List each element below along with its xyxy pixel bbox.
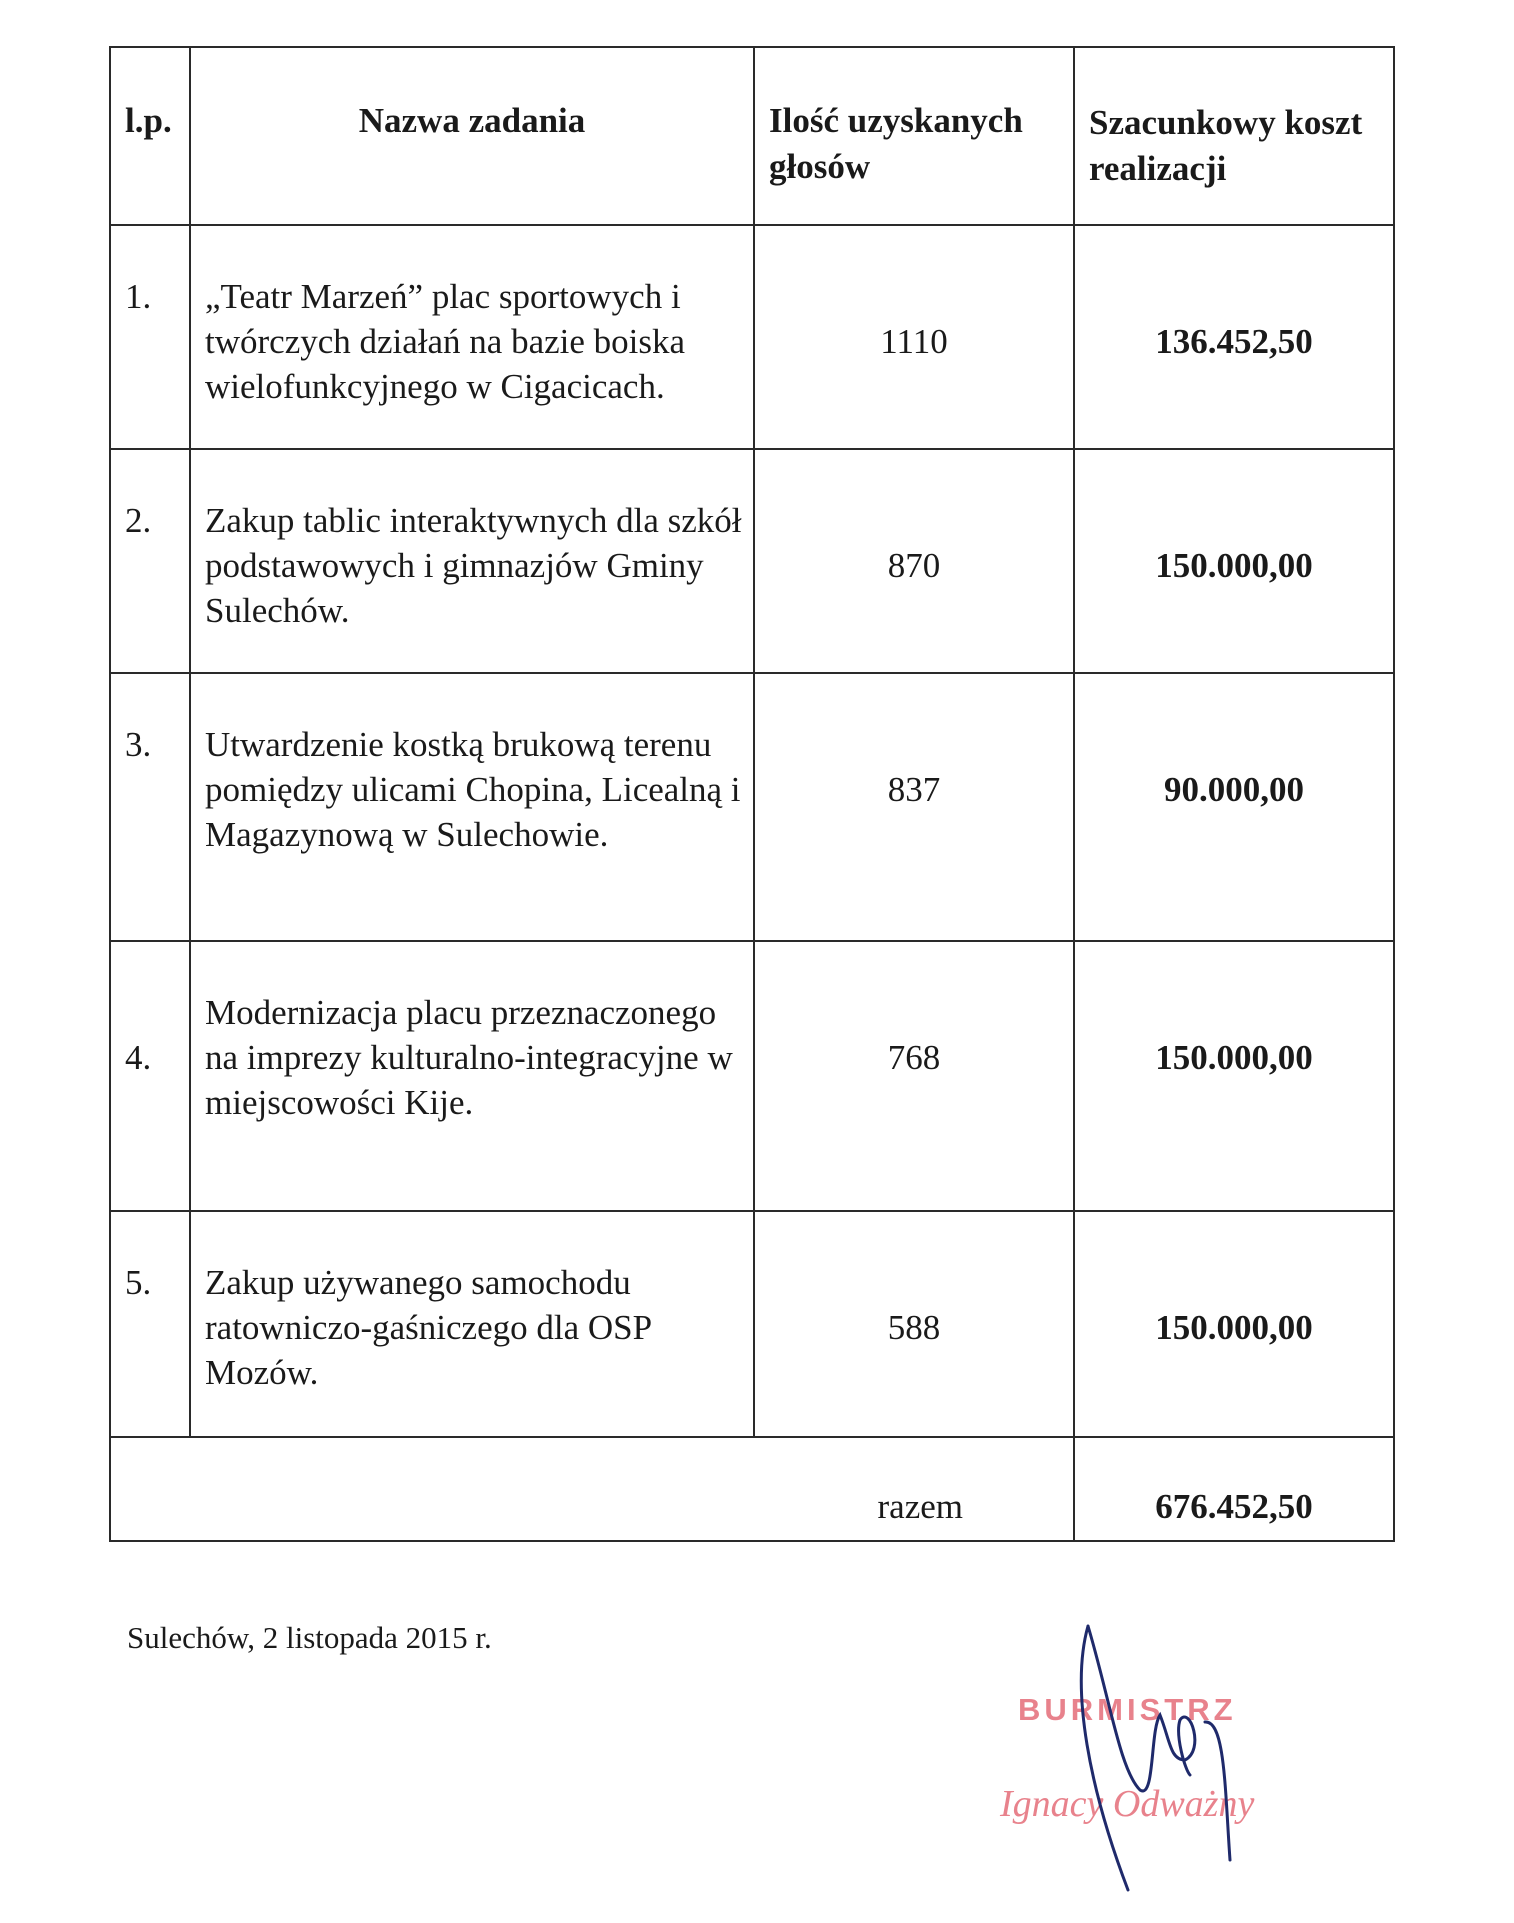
task-name: Utwardzenie kostką brukową terenu pomiędzy ulicami Chopina, Licealną i Magazynową w Sulechowie. <box>190 673 754 941</box>
table-header-row <box>110 47 1394 225</box>
voting-results-table <box>109 46 1395 1542</box>
total-cost: 676.452,50 <box>1074 1437 1394 1541</box>
header-votes: Ilość uzyskanych głosów <box>754 47 1074 225</box>
total-label: razem <box>110 1437 1074 1541</box>
vote-count: 870 <box>754 449 1074 673</box>
vote-count: 1110 <box>754 225 1074 449</box>
task-name: Zakup tablic interaktywnych dla szkół podstawowych i gimnazjów Gminy Sulechów. <box>190 449 754 673</box>
vote-count: 588 <box>754 1211 1074 1437</box>
place-and-date: Sulechów, 2 listopada 2015 r. <box>127 1620 492 1655</box>
row-number: 1. <box>110 225 190 449</box>
estimated-cost: 150.000,00 <box>1074 449 1394 673</box>
table-row <box>110 941 1394 1211</box>
stamp-title: BURMISTRZ <box>1018 1692 1237 1727</box>
estimated-cost: 150.000,00 <box>1074 941 1394 1211</box>
row-number: 3. <box>110 673 190 941</box>
row-number: 4. <box>110 941 190 1211</box>
estimated-cost: 150.000,00 <box>1074 1211 1394 1437</box>
row-number: 5. <box>110 1211 190 1437</box>
estimated-cost: 136.452,50 <box>1074 225 1394 449</box>
table-row <box>110 1211 1394 1437</box>
header-lp: l.p. <box>110 47 190 225</box>
stamp-name: Ignacy Odważny <box>1000 1783 1255 1825</box>
task-name: „Teatr Marzeń” plac sportowych i twórczych działań na bazie boiska wielofunkcyjnego w Cigacicach. <box>190 225 754 449</box>
task-name: Modernizacja placu przeznaczonego na imprezy kulturalno-integracyjne w miejscowości Kije. <box>190 941 754 1211</box>
total-row <box>110 1437 1394 1541</box>
vote-count: 837 <box>754 673 1074 941</box>
signature-icon <box>1060 1610 1280 1910</box>
header-task-name: Nazwa zadania <box>190 47 754 225</box>
table-row <box>110 225 1394 449</box>
row-number: 2. <box>110 449 190 673</box>
estimated-cost: 90.000,00 <box>1074 673 1394 941</box>
table-row <box>110 673 1394 941</box>
table-row <box>110 449 1394 673</box>
vote-count: 768 <box>754 941 1074 1211</box>
task-name: Zakup używanego samochodu ratowniczo-gaśniczego dla OSP Mozów. <box>190 1211 754 1437</box>
header-cost: Szacunkowy koszt realizacji <box>1074 47 1394 225</box>
